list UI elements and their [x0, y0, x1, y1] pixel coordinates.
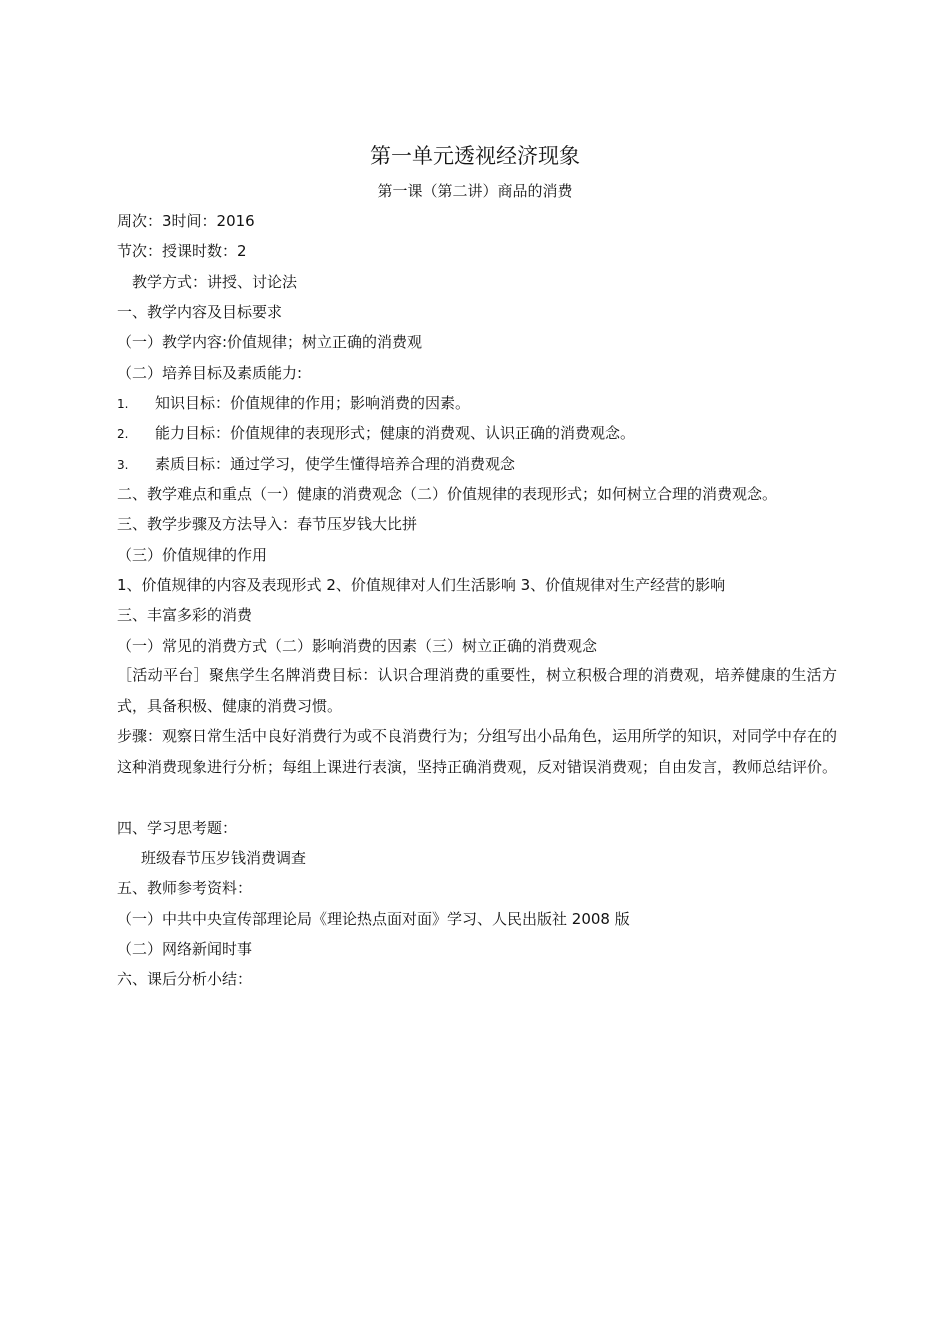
heading-four: 四、学习思考题：: [117, 819, 238, 837]
heading-six: 六、课后分析小结：: [117, 970, 253, 988]
goals-line: （二）培养目标及素质能力:: [117, 364, 303, 382]
goal-number: 2.: [117, 427, 129, 441]
value-law-line: 1、价值规律的内容及表现形式 2、价值规律对人们生活影响 3、价值规律对生产经营的影响: [117, 576, 726, 594]
heading-three: 三、教学步骤及方法导入：春节压岁钱大比拼: [117, 515, 418, 533]
method-line: 教学方式：讲授、讨论法: [132, 273, 298, 291]
goal-number: 3.: [117, 458, 129, 472]
week-line: 周次：3时间：2016: [117, 212, 255, 230]
heading-three-b: 三、丰富多彩的消费: [117, 606, 253, 624]
goal-text: 知识目标：价值规律的作用；影响消费的因素。: [155, 394, 471, 412]
document-subtitle: 第一课（第二讲）商品的消费: [377, 182, 573, 200]
section-line: 节次：授课时数：2: [117, 242, 247, 260]
heading-one: 一、教学内容及目标要求: [117, 303, 283, 321]
value-law-heading: （三）价值规律的作用: [117, 546, 268, 564]
reference-2: （二）网络新闻时事: [117, 940, 253, 958]
heading-five: 五、教师参考资料：: [117, 879, 253, 897]
heading-two: 二、教学难点和重点（一）健康的消费观念（二）价值规律的表现形式；如何树立合理的消费观念。: [117, 485, 778, 503]
survey-line: 班级春节压岁钱消费调查: [141, 849, 307, 867]
goal-item-3: [117, 453, 837, 476]
reference-1: （一）中共中央宣传部理论局《理论热点面对面》学习、人民出版社 2008 版: [117, 910, 630, 928]
activity-paragraph: ［活动平台］聚焦学生名牌消费目标：认识合理消费的重要性，树立积极合理的消费观，培养健康的生活方式，具备积极、健康的消费习惯。: [117, 666, 837, 715]
goal-text: 素质目标：通过学习，使学生懂得培养合理的消费观念: [155, 455, 516, 473]
goal-number: 1.: [117, 397, 129, 411]
consume-line: （一）常见的消费方式（二）影响消费的因素（三）树立正确的消费观念: [117, 637, 598, 655]
goal-text: 能力目标：价值规律的表现形式；健康的消费观、认识正确的消费观念。: [155, 424, 636, 442]
steps-paragraph: 步骤：观察日常生活中良好消费行为或不良消费行为；分组写出小品角色，运用所学的知识，对同学中存在的这种消费现象进行分析；每组上课进行表演，坚持正确消费观，反对错误消费观；自由发言，教师总结评价。: [117, 727, 838, 776]
goal-item-2: [117, 422, 837, 445]
goal-item-1: [117, 392, 837, 415]
content-line: （一）教学内容:价值规律；树立正确的消费观: [117, 333, 423, 351]
document-title: 第一单元透视经济现象: [370, 144, 580, 168]
